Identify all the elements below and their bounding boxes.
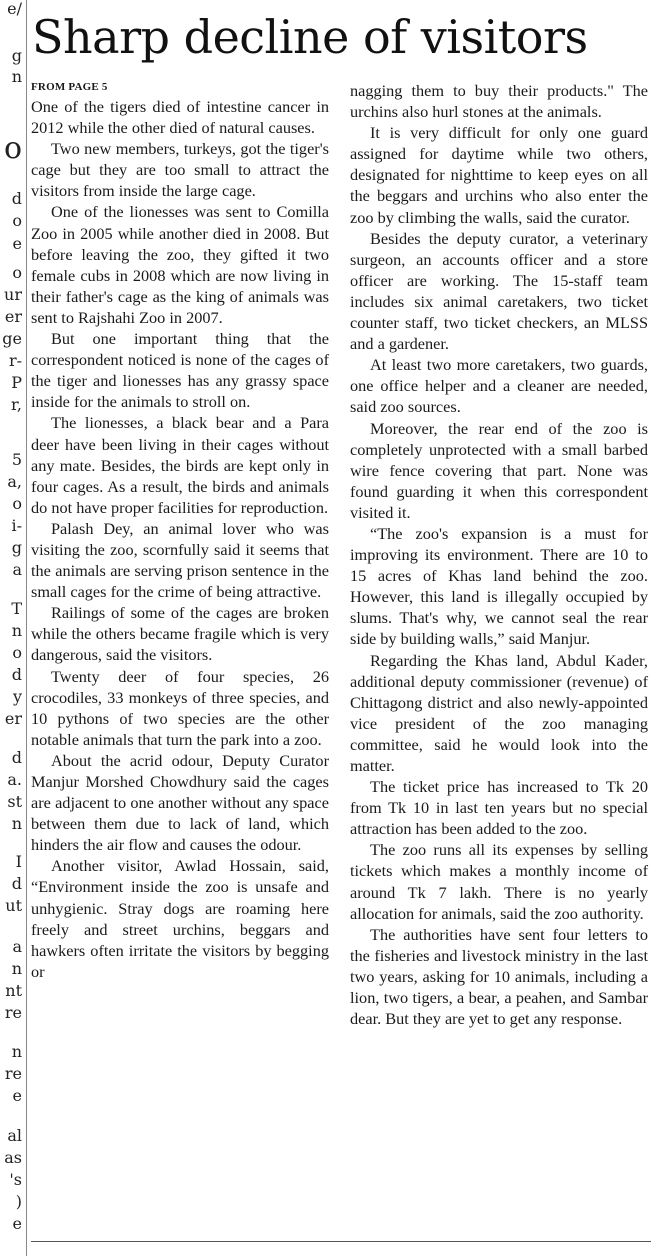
jump-label: FROM PAGE 5 bbox=[31, 81, 108, 93]
paragraph: Twenty deer of four species, 26 crocodiles, 33 monkeys of three species, and 10 pythons of two species are the other notable animals that turn the park into a zoo. bbox=[31, 666, 329, 749]
paragraph: At least two more caretakers, two guards, one office helper and a cleaner are needed, said zoo sources. bbox=[350, 355, 648, 417]
bottom-rule bbox=[31, 1241, 651, 1242]
edge-fragment: e bbox=[12, 1214, 22, 1233]
edge-fragment: d bbox=[11, 748, 22, 767]
paragraph: But one important thing that the correspondent noticed is none of the cages of the tiger and lionesses has any grassy space inside for the animals to stroll on. bbox=[31, 329, 329, 412]
edge-fragment: a bbox=[12, 937, 22, 956]
paragraph: About the acrid odour, Deputy Curator Manjur Morshed Chowdhury said the cages are adjacent to one another without any space between them due to lack of land, which hinders the air flow and causes the odour. bbox=[31, 750, 329, 855]
edge-fragment: nt bbox=[5, 981, 22, 1000]
edge-fragment: re bbox=[4, 1003, 22, 1022]
edge-fragment: r- bbox=[8, 351, 22, 370]
edge-fragment: 5 bbox=[11, 450, 22, 469]
edge-fragment: d bbox=[11, 189, 22, 208]
edge-fragment: n bbox=[11, 67, 22, 86]
edge-fragment: 's bbox=[9, 1170, 22, 1189]
edge-fragment: n bbox=[11, 1042, 22, 1061]
edge-fragment: e/ bbox=[7, 0, 22, 18]
article-column-left bbox=[31, 80, 329, 982]
headline: Sharp decline of visitors bbox=[32, 10, 588, 64]
edge-fragment: g bbox=[11, 46, 22, 65]
edge-fragment: ur bbox=[4, 285, 22, 304]
edge-fragment: o bbox=[12, 494, 22, 513]
edge-fragment: al bbox=[7, 1126, 22, 1145]
edge-fragment: I bbox=[15, 852, 22, 871]
article-column-right bbox=[350, 80, 648, 1029]
edge-fragment: i- bbox=[11, 516, 22, 535]
edge-fragment: o bbox=[12, 263, 22, 282]
paragraph: The lionesses, a black bear and a Para deer have been living in their cages without any mate. Besides, the birds are kept only in four cages. As a result, the birds and animals do not have proper facilities for reproduction. bbox=[31, 413, 329, 517]
paragraph: Palash Dey, an animal lover who was visiting the zoo, scornfully said it seems that the animals are serving prison sentence in the small cages for the crime of being attractive. bbox=[31, 518, 329, 602]
edge-fragment: r, bbox=[11, 395, 22, 414]
paragraph: One of the tigers died of intestine cancer in 2012 while the other died of natural causes. bbox=[31, 97, 329, 138]
paragraph: Two new members, turkeys, got the tiger's cage but they are too small to attract the visitors from inside the large cage. bbox=[31, 139, 329, 201]
edge-fragment: T bbox=[11, 599, 22, 618]
edge-fragment: st bbox=[7, 792, 22, 811]
edge-fragment: n bbox=[11, 959, 22, 978]
paragraph: nagging them to buy their products." The urchins also hurl stones at the animals. bbox=[350, 81, 648, 122]
edge-fragment: er bbox=[4, 307, 22, 326]
edge-fragment: o bbox=[12, 211, 22, 230]
edge-fragment: d bbox=[11, 665, 22, 684]
edge-fragment: o bbox=[3, 131, 22, 166]
paragraph: The ticket price has increased to Tk 20 from Tk 10 in last ten years but no special attraction has been added to the zoo. bbox=[350, 777, 648, 839]
edge-fragment: d bbox=[11, 874, 22, 893]
paragraph: Railings of some of the cages are broken while the others became fragile which is very dangerous, said the visitors. bbox=[31, 603, 329, 665]
edge-fragment: n bbox=[11, 621, 22, 640]
edge-fragment: y bbox=[12, 687, 22, 706]
paragraph: “The zoo's expansion is a must for improving its environment. There are 10 to 15 acres of Khas land behind the zoo. However, this land is illegally occupied by slums. That's why, we cannot seal the rear side by building walls,” said Manjur. bbox=[350, 523, 648, 649]
edge-fragment: n bbox=[11, 814, 22, 833]
edge-fragment: e bbox=[12, 1086, 22, 1105]
paragraph: Regarding the Khas land, Abdul Kader, additional deputy commissioner (revenue) of Chittagong district and also newly-appointed vice president of the zoo managing committee, said he would look into the matter. bbox=[350, 650, 648, 775]
edge-fragment: ) bbox=[15, 1192, 22, 1211]
paragraph: The zoo runs all its expenses by selling tickets which makes a monthly income of around Tk 7 lakh. There is no yearly allocation for animals, said the zoo authority. bbox=[350, 840, 648, 923]
edge-fragment: as bbox=[4, 1148, 22, 1167]
edge-fragment: a, bbox=[7, 472, 22, 491]
edge-fragment: e bbox=[12, 234, 22, 253]
adjacent-column-edge bbox=[0, 0, 22, 1256]
paragraph: Another visitor, Awlad Hossain, said, “Environment inside the zoo is unsafe and unhygienic. Stray dogs are roaming here freely and street urchins, beggars and hawkers often irritate the visitors by begging or bbox=[31, 856, 329, 981]
edge-fragment: ut bbox=[5, 896, 22, 915]
paragraph: It is very difficult for only one guard assigned for daytime while two others, designated for nighttime to keep eyes on all the beggars and urchins who also enter the zoo by climbing the walls, said the curator. bbox=[350, 123, 648, 227]
edge-fragment: g bbox=[11, 538, 22, 557]
paragraph: One of the lionesses was sent to Comilla Zoo in 2005 while another died in 2008. But before leaving the zoo, they gifted it two female cubs in 2008 which are now living in their father's cage as the king of animals was sent to Rajshahi Zoo in 2007. bbox=[31, 202, 329, 327]
edge-fragment: ge bbox=[2, 329, 22, 348]
edge-fragment: o bbox=[12, 643, 22, 662]
column-divider bbox=[26, 0, 27, 1256]
paragraph: The authorities have sent four letters to the fisheries and livestock ministry in the last two years, asking for 10 animals, including a lion, two tigers, a bear, a peahen, and Sambar dear. But they are yet to get any response. bbox=[350, 924, 648, 1029]
edge-fragment: a bbox=[12, 560, 22, 579]
edge-fragment: P bbox=[11, 373, 22, 392]
edge-fragment: re bbox=[4, 1064, 22, 1083]
paragraph: Moreover, the rear end of the zoo is completely unprotected with a small barbed wire fence covering that part. None was found guarding it when this correspondent visited it. bbox=[350, 418, 648, 522]
paragraph: Besides the deputy curator, a veterinary surgeon, an accounts officer and a store officer are working. The 15-staff team includes six animal caretakers, two ticket counter staff, two ticket checkers, an MLSS and a gardener. bbox=[350, 228, 648, 354]
edge-fragment: a. bbox=[7, 770, 22, 789]
edge-fragment: er bbox=[4, 709, 22, 728]
